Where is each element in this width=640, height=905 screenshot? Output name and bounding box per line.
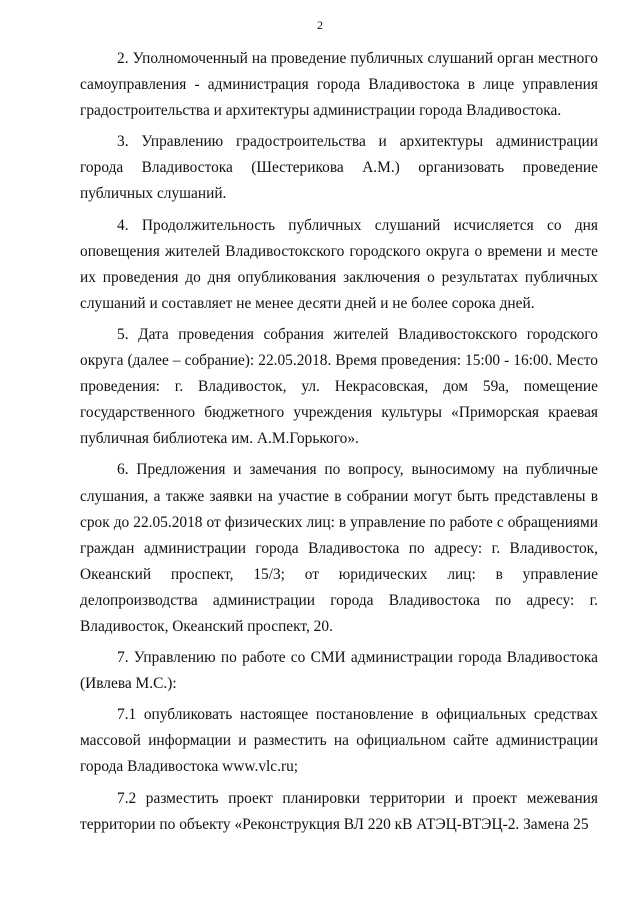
paragraph-2-authorized-body: 2. Уполномоченный на проведение публичных слушаний орган местного самоуправления - администрация города Владивостока в лице управления градостроительства и архитектуры администрации города Владивостока. — [80, 50, 598, 120]
document-body — [80, 46, 598, 843]
paragraph-7-media-department: 7. Управлению по работе со СМИ администрации города Владивостока (Ивлева М.С.): — [80, 649, 598, 693]
paragraph-5-meeting-date: 5. Дата проведения собрания жителей Владивостокского городского округа (далее – собрание): 22.05.2018. Время проведения: 15:00 - 16:00. Место проведения: г. Владивосток, ул. Некрасовская, дом 59а, помещение государственного бюджетного учреждения культуры «Приморская краевая публичная библиотека им. А.М.Горького». — [80, 325, 598, 448]
paragraph-6-proposals: 6. Предложения и замечания по вопросу, выносимому на публичные слушания, а также заявки на участие в собрании могут быть представлены в срок до 22.05.2018 от физических лиц: в управление по работе с обращениями граждан администрации города Владивостока по адресу: г. Владивосток, Океанский проспект, 15/3; от юридических лиц: в управление делопроизводства администрации города Владивостока по адресу: г. Владивосток, Океанский проспект, 20. — [80, 461, 598, 635]
paragraph-7-2-place-project: 7.2 разместить проект планировки территории и проект межевания территории по объекту «Реконструкция ВЛ 220 кВ АТЭЦ-ВТЭЦ-2. Замена 25 — [80, 789, 598, 833]
paragraph-7-1-publish: 7.1 опубликовать настоящее постановление в официальных средствах массовой информации и разместить на официальном сайте администрации города Владивостока www.vlc.ru; — [80, 706, 598, 776]
page-number: 2 — [317, 18, 323, 32]
paragraph-3-organize-hearings: 3. Управлению градостроительства и архитектуры администрации города Владивостока (Шестерикова А.М.) организовать проведение публичных слушаний. — [80, 133, 598, 203]
paragraph-4-duration: 4. Продолжительность публичных слушаний исчисляется со дня оповещения жителей Владивостокского городского округа о времени и месте их проведения до дня опубликования заключения о результатах публичных слушаний и составляет не менее десяти дней и не более сорока дней. — [80, 216, 598, 312]
